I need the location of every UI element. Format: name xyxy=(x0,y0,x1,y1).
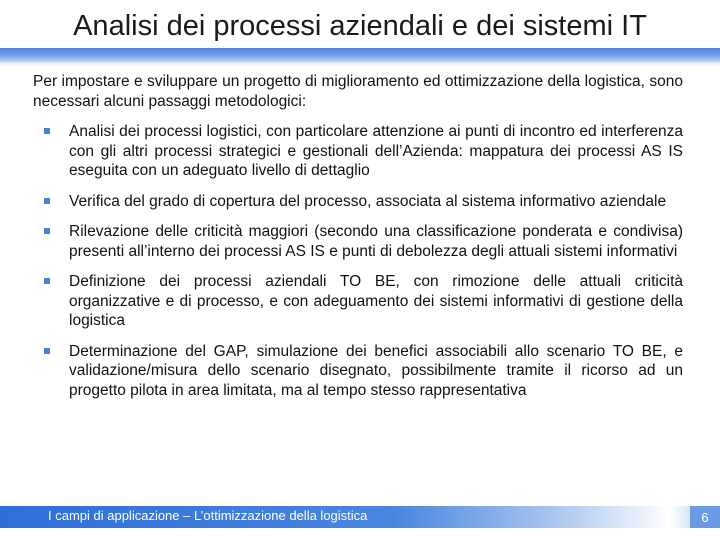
square-bullet-icon xyxy=(44,128,50,134)
bullet-text: Analisi dei processi logistici, con particolare attenzione ai punti di incontro ed interferenza con gli altri processi strategici e gestionali dell’Azienda: mappatura dei processi AS IS eseguita con un adeguato livello di dettaglio xyxy=(69,123,683,179)
square-bullet-icon xyxy=(44,348,50,354)
bullet-list xyxy=(33,122,683,400)
bullet-item xyxy=(33,122,683,181)
footer-caption: I campi di applicazione – L’ottimizzazione della logistica xyxy=(48,508,368,523)
square-bullet-icon xyxy=(44,228,50,234)
title-underline-bar xyxy=(0,48,720,62)
bullet-item xyxy=(33,192,683,212)
slide-title: Analisi dei processi aziendali e dei sistemi IT xyxy=(73,10,647,42)
bullet-text: Determinazione del GAP, simulazione dei benefici associabili allo scenario TO BE, e validazione/misura dello scenario disegnato, possibilmente tramite il ricorso ad un progetto pilota in area limitata, ma al tempo stesso rappresentativa xyxy=(69,342,683,399)
bullet-text: Rilevazione delle criticità maggiori (secondo una classificazione ponderata e condivisa) presenti all’interno dei processi AS IS e punti di debolezza degli attuali sistemi informativi xyxy=(69,223,683,260)
square-bullet-icon xyxy=(44,278,50,284)
square-bullet-icon xyxy=(44,198,50,204)
title-underline-shadow xyxy=(0,62,720,67)
bullet-item xyxy=(33,342,683,401)
bullet-text: Definizione dei processi aziendali TO BE, con rimozione delle attuali criticità organizzative e di processo, e con adeguamento dei sistemi informativi di gestione della logistica xyxy=(69,273,683,329)
bullet-item xyxy=(33,222,683,261)
bullet-item xyxy=(33,272,683,331)
intro-paragraph: Per impostare e sviluppare un progetto di miglioramento ed ottimizzazione della logistica, sono necessari alcuni passaggi metodologici: xyxy=(33,73,683,110)
slide-body xyxy=(33,72,683,411)
page-number: 6 xyxy=(701,510,709,525)
bullet-text: Verifica del grado di copertura del processo, associata al sistema informativo aziendale xyxy=(69,192,667,210)
